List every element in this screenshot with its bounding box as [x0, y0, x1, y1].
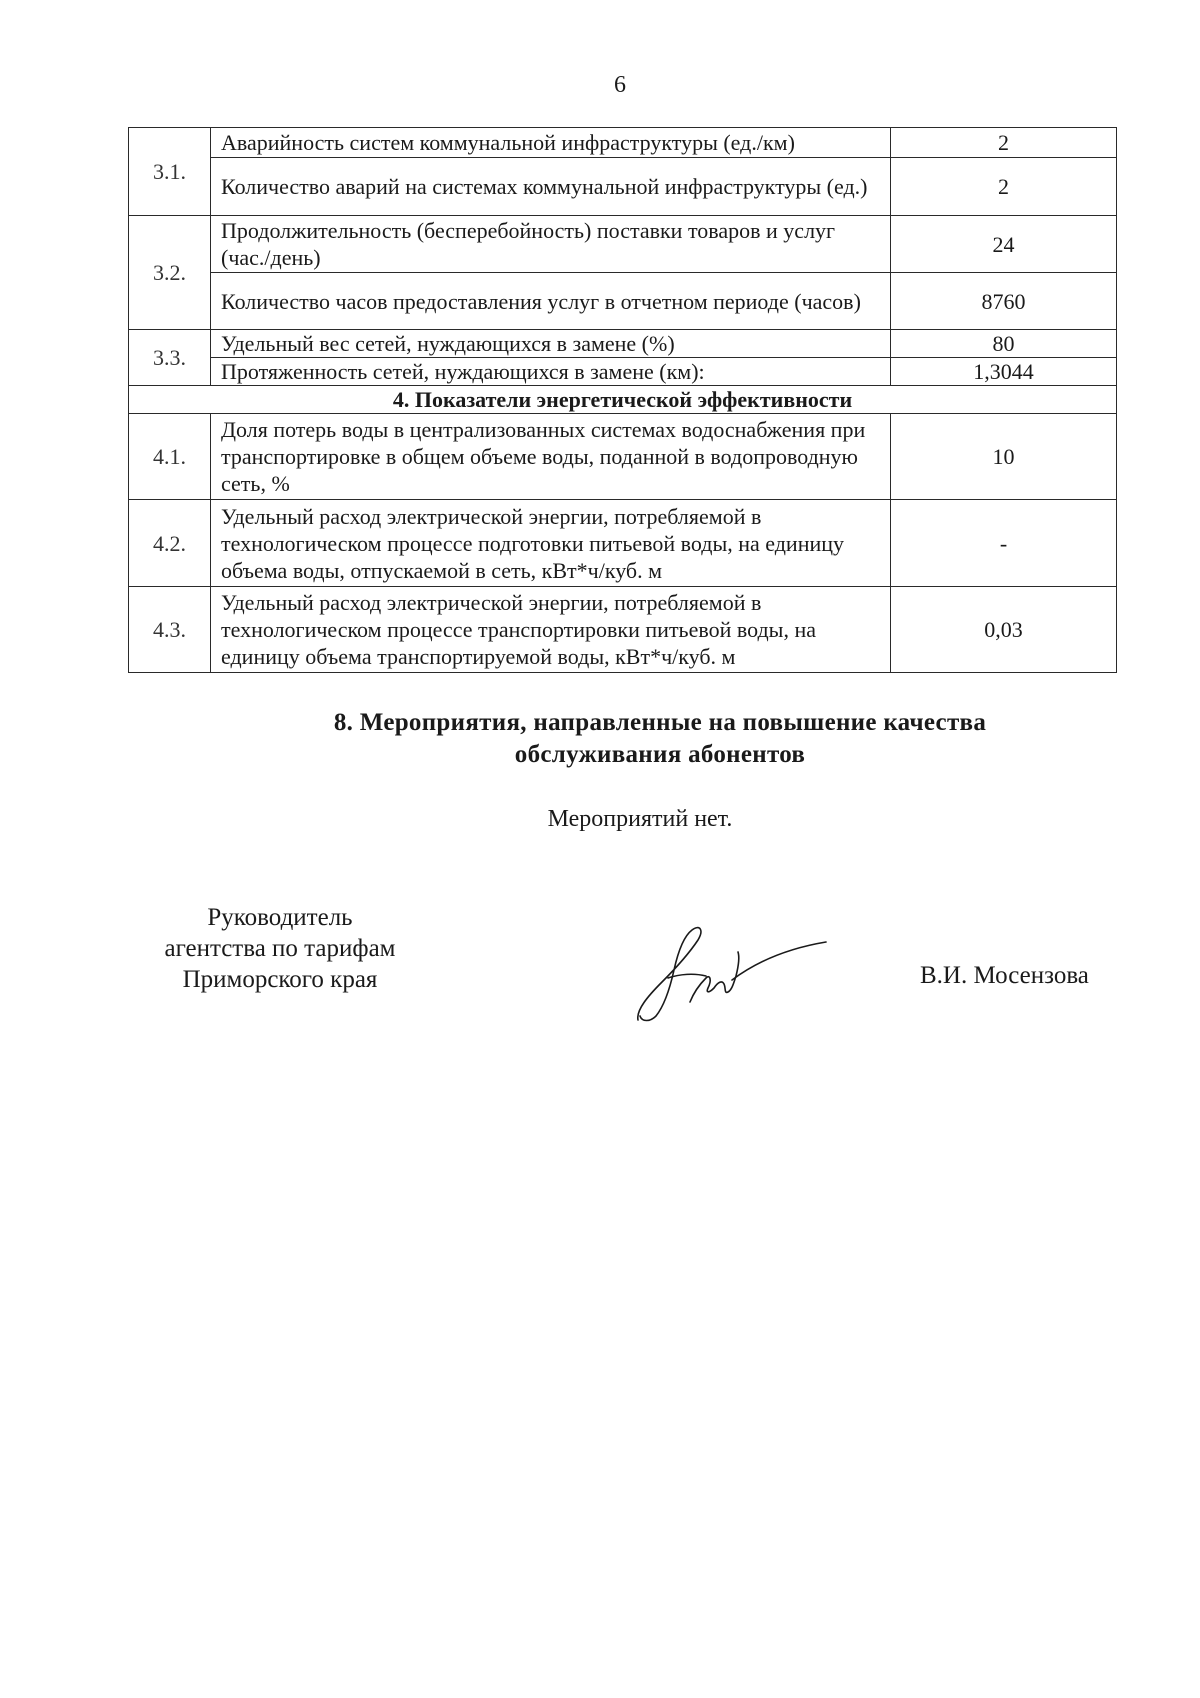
- indicator-text: Продолжительность (бесперебойность) поставки товаров и услуг (час./день): [211, 216, 891, 273]
- indicator-text: Количество часов предоставления услуг в отчетном периоде (часов): [211, 273, 891, 330]
- signer-position-line2: агентства по тарифам: [164, 935, 396, 962]
- indicator-value: 2: [891, 158, 1117, 216]
- indicator-value: 0,03: [891, 587, 1117, 673]
- handwritten-signature: [628, 918, 828, 1028]
- section-8-heading-line2: обслуживания абонентов: [514, 741, 806, 768]
- section-title: 4. Показатели энергетической эффективности: [129, 386, 1117, 414]
- table-row: [129, 358, 1117, 386]
- signer-position-line1: Руководитель: [207, 904, 353, 931]
- indicator-value: 2: [891, 128, 1117, 158]
- indicator-text: Доля потерь воды в централизованных системах водоснабжения при транспортировке в общем объеме воды, поданной в водопроводную сеть, %: [211, 414, 891, 500]
- section-row: [129, 386, 1117, 414]
- table-row: [129, 414, 1117, 500]
- indicator-text: Количество аварий на системах коммунальной инфраструктуры (ед.): [211, 158, 891, 216]
- row-number: 3.2.: [129, 216, 211, 330]
- table-row: [129, 500, 1117, 587]
- section-8-heading: [260, 707, 1060, 771]
- indicator-value: 80: [891, 330, 1117, 358]
- indicator-value: 1,3044: [891, 358, 1117, 386]
- indicator-text: Протяженность сетей, нуждающихся в замене (км):: [211, 358, 891, 386]
- indicator-value: 10: [891, 414, 1117, 500]
- table-row: [129, 587, 1117, 673]
- section-8-heading-line1: 8. Мероприятия, направленные на повышение качества: [333, 709, 987, 736]
- row-number: 4.2.: [129, 500, 211, 587]
- table-row: [129, 216, 1117, 273]
- table-row: [129, 158, 1117, 216]
- indicator-text: Удельный расход электрической энергии, потребляемой в технологическом процессе транспортировки питьевой воды, на единицу объема транспортируемой воды, кВт*ч/куб. м: [211, 587, 891, 673]
- indicators-table: [128, 127, 1117, 673]
- indicator-value: -: [891, 500, 1117, 587]
- signer-position-line3: Приморского края: [182, 966, 378, 993]
- signer-name: В.И. Мосензова: [920, 962, 1089, 989]
- signer-position: [120, 902, 440, 995]
- indicator-value: 8760: [891, 273, 1117, 330]
- row-number: 3.1.: [129, 128, 211, 216]
- no-measures-text: Мероприятий нет.: [547, 806, 733, 832]
- page-number: 6: [614, 72, 626, 98]
- row-number: 4.3.: [129, 587, 211, 673]
- indicator-text: Удельный расход электрической энергии, потребляемой в технологическом процессе подготовки питьевой воды, на единицу объема воды, отпускаемой в сеть, кВт*ч/куб. м: [211, 500, 891, 587]
- table-row: [129, 128, 1117, 158]
- row-number: 3.3.: [129, 330, 211, 386]
- indicator-text: Удельный вес сетей, нуждающихся в замене (%): [211, 330, 891, 358]
- table-row: [129, 330, 1117, 358]
- table-row: [129, 273, 1117, 330]
- indicator-value: 24: [891, 216, 1117, 273]
- indicator-text: Аварийность систем коммунальной инфраструктуры (ед./км): [211, 128, 891, 158]
- row-number: 4.1.: [129, 414, 211, 500]
